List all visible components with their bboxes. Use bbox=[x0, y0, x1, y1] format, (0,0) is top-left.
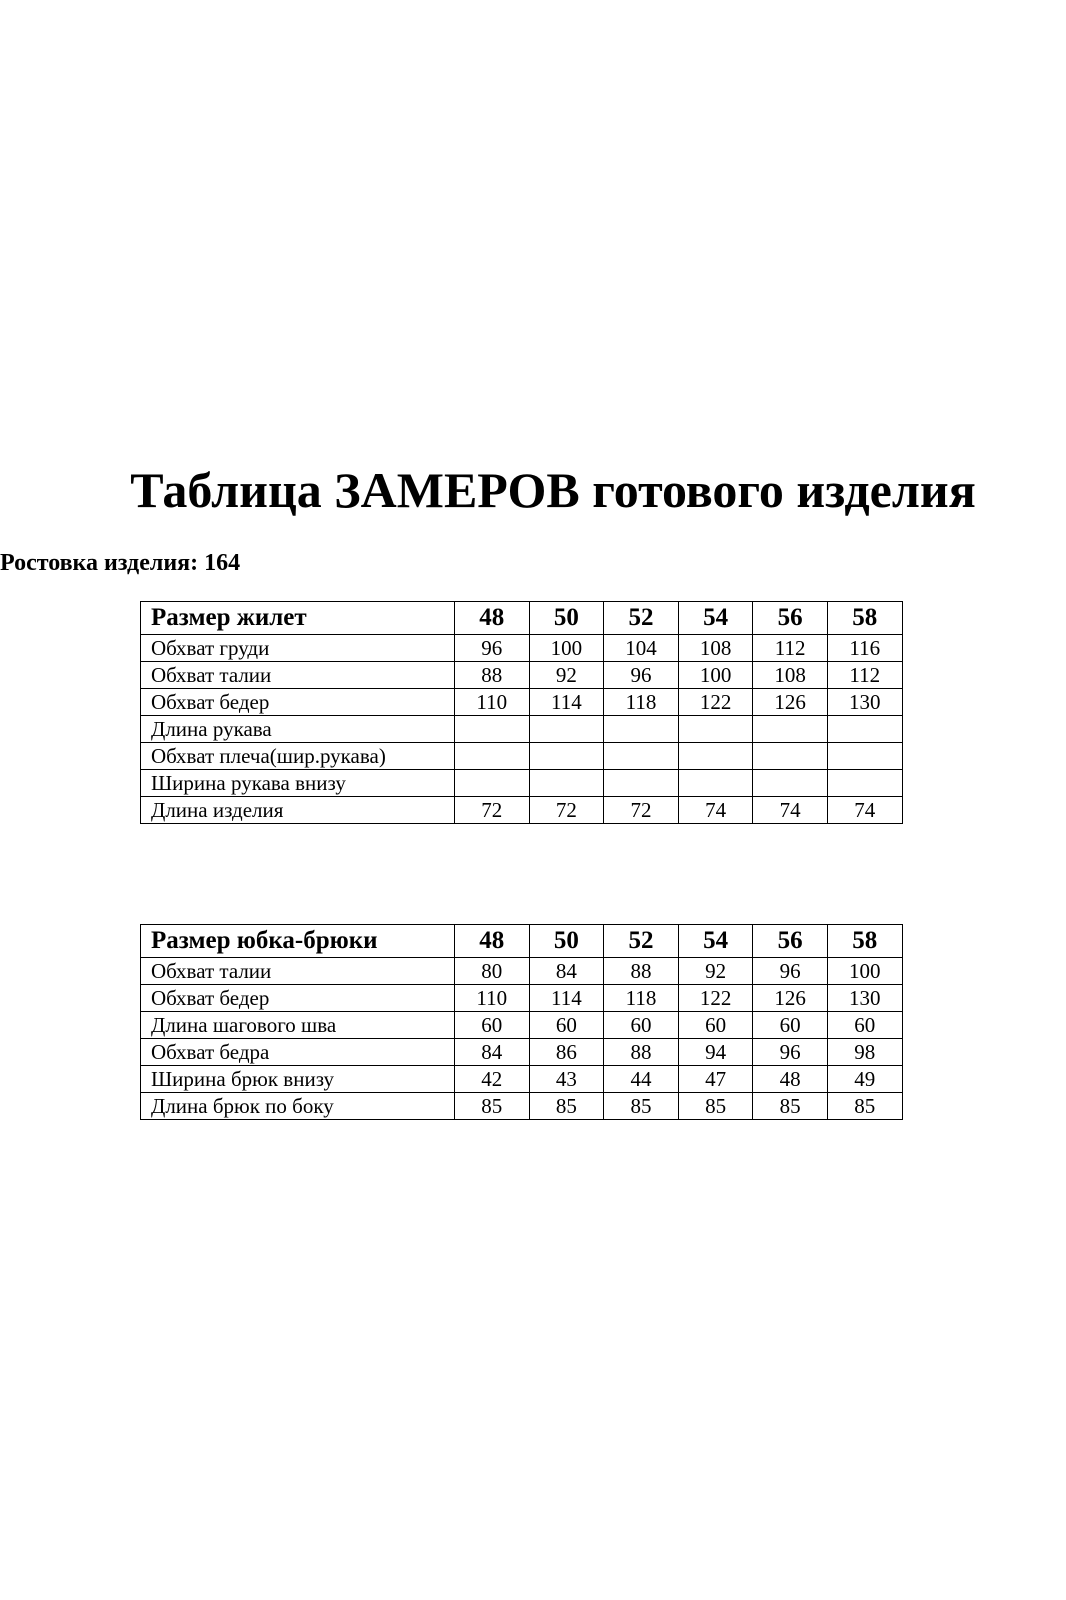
measurement-value-cell: 86 bbox=[529, 1039, 604, 1066]
size-header-cell: 54 bbox=[678, 925, 753, 958]
table-row bbox=[141, 1093, 903, 1120]
page-title: Таблица ЗАМЕРОВ готового изделия bbox=[130, 462, 976, 518]
measurement-value-cell: 110 bbox=[455, 689, 530, 716]
table-header-row bbox=[141, 602, 903, 635]
table-row bbox=[141, 1066, 903, 1093]
measurement-value-cell: 130 bbox=[827, 985, 902, 1012]
measurement-label: Ширина рукава внизу bbox=[141, 770, 455, 797]
size-header-cell: 48 bbox=[455, 925, 530, 958]
measurement-value-cell: 114 bbox=[529, 985, 604, 1012]
measurement-value-cell: 114 bbox=[529, 689, 604, 716]
measurement-label: Обхват плеча(шир.рукава) bbox=[141, 743, 455, 770]
measurement-label: Обхват талии bbox=[141, 958, 455, 985]
measurement-value-cell: 118 bbox=[604, 985, 679, 1012]
measurement-value-cell: 60 bbox=[678, 1012, 753, 1039]
measurement-value-cell bbox=[529, 770, 604, 797]
measurement-value-cell bbox=[529, 743, 604, 770]
measurement-value-cell: 47 bbox=[678, 1066, 753, 1093]
measurement-value-cell bbox=[827, 743, 902, 770]
table-row bbox=[141, 662, 903, 689]
measurement-value-cell: 92 bbox=[529, 662, 604, 689]
measurement-value-cell: 96 bbox=[455, 635, 530, 662]
measurement-value-cell: 85 bbox=[753, 1093, 828, 1120]
measurement-value-cell: 94 bbox=[678, 1039, 753, 1066]
measurement-value-cell: 72 bbox=[529, 797, 604, 824]
measurement-label: Ширина брюк внизу bbox=[141, 1066, 455, 1093]
measurement-value-cell: 74 bbox=[827, 797, 902, 824]
measurement-value-cell: 44 bbox=[604, 1066, 679, 1093]
size-header-cell: 56 bbox=[753, 925, 828, 958]
measurement-value-cell: 126 bbox=[753, 985, 828, 1012]
measurement-value-cell bbox=[753, 716, 828, 743]
measurement-value-cell: 49 bbox=[827, 1066, 902, 1093]
measurement-value-cell: 74 bbox=[753, 797, 828, 824]
measurement-value-cell: 112 bbox=[753, 635, 828, 662]
measurement-value-cell bbox=[455, 770, 530, 797]
header-label: Размер жилет bbox=[141, 602, 455, 635]
measurement-value-cell bbox=[604, 770, 679, 797]
size-header-cell: 52 bbox=[604, 602, 679, 635]
measurement-value-cell: 112 bbox=[827, 662, 902, 689]
measurement-value-cell: 72 bbox=[455, 797, 530, 824]
measurement-label: Длина брюк по боку bbox=[141, 1093, 455, 1120]
measurement-value-cell: 118 bbox=[604, 689, 679, 716]
measurement-value-cell: 43 bbox=[529, 1066, 604, 1093]
measurement-value-cell: 60 bbox=[455, 1012, 530, 1039]
measurement-label: Длина рукава bbox=[141, 716, 455, 743]
measurement-value-cell: 85 bbox=[827, 1093, 902, 1120]
measurement-value-cell: 42 bbox=[455, 1066, 530, 1093]
measurement-value-cell: 85 bbox=[529, 1093, 604, 1120]
measurement-label: Обхват талии bbox=[141, 662, 455, 689]
size-header-cell: 50 bbox=[529, 925, 604, 958]
table-row bbox=[141, 635, 903, 662]
measurement-value-cell: 100 bbox=[827, 958, 902, 985]
skirt-pants-measurements-table bbox=[140, 924, 903, 1120]
measurement-value-cell: 48 bbox=[753, 1066, 828, 1093]
measurement-value-cell: 104 bbox=[604, 635, 679, 662]
measurement-value-cell bbox=[753, 743, 828, 770]
measurement-label: Длина шагового шва bbox=[141, 1012, 455, 1039]
size-header-cell: 56 bbox=[753, 602, 828, 635]
measurement-value-cell: 96 bbox=[753, 1039, 828, 1066]
measurement-value-cell: 116 bbox=[827, 635, 902, 662]
measurement-value-cell: 60 bbox=[529, 1012, 604, 1039]
measurement-value-cell: 122 bbox=[678, 985, 753, 1012]
measurement-value-cell: 126 bbox=[753, 689, 828, 716]
measurement-value-cell: 100 bbox=[678, 662, 753, 689]
measurement-value-cell: 84 bbox=[529, 958, 604, 985]
measurement-value-cell bbox=[827, 770, 902, 797]
measurement-value-cell: 60 bbox=[753, 1012, 828, 1039]
table-header-row bbox=[141, 925, 903, 958]
measurement-label: Обхват бедер bbox=[141, 985, 455, 1012]
measurement-label: Обхват груди bbox=[141, 635, 455, 662]
table-row bbox=[141, 743, 903, 770]
measurement-label: Длина изделия bbox=[141, 797, 455, 824]
measurement-value-cell bbox=[678, 770, 753, 797]
table-row bbox=[141, 797, 903, 824]
measurement-value-cell bbox=[678, 743, 753, 770]
measurement-value-cell bbox=[529, 716, 604, 743]
measurement-value-cell: 84 bbox=[455, 1039, 530, 1066]
measurement-value-cell: 92 bbox=[678, 958, 753, 985]
header-label: Размер юбка-брюки bbox=[141, 925, 455, 958]
table-row bbox=[141, 770, 903, 797]
measurement-value-cell: 108 bbox=[753, 662, 828, 689]
measurement-value-cell: 110 bbox=[455, 985, 530, 1012]
table-row bbox=[141, 958, 903, 985]
measurement-value-cell: 96 bbox=[604, 662, 679, 689]
measurement-value-cell bbox=[827, 716, 902, 743]
measurement-value-cell: 130 bbox=[827, 689, 902, 716]
table-row bbox=[141, 985, 903, 1012]
size-header-cell: 52 bbox=[604, 925, 679, 958]
measurement-value-cell bbox=[604, 743, 679, 770]
vest-measurements-table bbox=[140, 601, 903, 824]
size-header-cell: 58 bbox=[827, 602, 902, 635]
measurement-value-cell: 72 bbox=[604, 797, 679, 824]
measurement-value-cell: 85 bbox=[678, 1093, 753, 1120]
size-header-cell: 50 bbox=[529, 602, 604, 635]
measurement-value-cell: 85 bbox=[604, 1093, 679, 1120]
measurement-value-cell: 98 bbox=[827, 1039, 902, 1066]
size-header-cell: 54 bbox=[678, 602, 753, 635]
measurement-value-cell bbox=[455, 743, 530, 770]
measurement-value-cell: 122 bbox=[678, 689, 753, 716]
height-subtitle: Ростовка изделия: 164 bbox=[0, 550, 241, 576]
measurement-value-cell: 74 bbox=[678, 797, 753, 824]
measurement-value-cell: 88 bbox=[604, 958, 679, 985]
table-row bbox=[141, 689, 903, 716]
measurement-value-cell bbox=[678, 716, 753, 743]
measurement-value-cell bbox=[753, 770, 828, 797]
table-row bbox=[141, 716, 903, 743]
measurement-value-cell bbox=[455, 716, 530, 743]
table-row bbox=[141, 1012, 903, 1039]
measurement-value-cell: 100 bbox=[529, 635, 604, 662]
measurement-value-cell bbox=[604, 716, 679, 743]
measurement-label: Обхват бедра bbox=[141, 1039, 455, 1066]
measurement-value-cell: 85 bbox=[455, 1093, 530, 1120]
size-header-cell: 58 bbox=[827, 925, 902, 958]
measurement-value-cell: 96 bbox=[753, 958, 828, 985]
measurement-value-cell: 80 bbox=[455, 958, 530, 985]
table-row bbox=[141, 1039, 903, 1066]
measurement-value-cell: 88 bbox=[604, 1039, 679, 1066]
measurement-value-cell: 88 bbox=[455, 662, 530, 689]
measurement-value-cell: 60 bbox=[604, 1012, 679, 1039]
measurement-value-cell: 108 bbox=[678, 635, 753, 662]
measurement-label: Обхват бедер bbox=[141, 689, 455, 716]
size-header-cell: 48 bbox=[455, 602, 530, 635]
measurement-value-cell: 60 bbox=[827, 1012, 902, 1039]
